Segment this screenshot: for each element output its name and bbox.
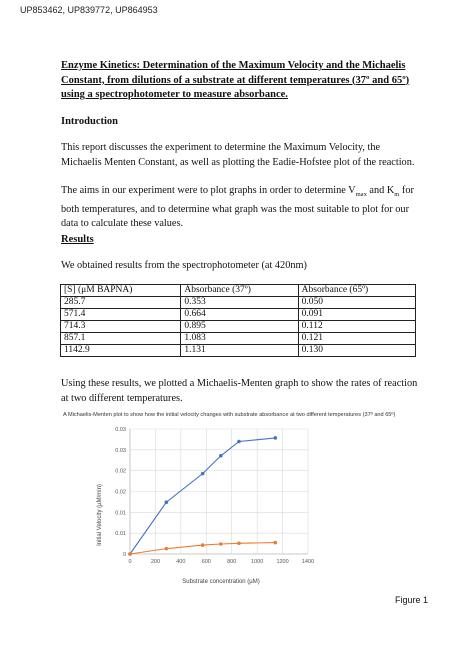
- table-cell: 285.7: [61, 297, 181, 309]
- data-point-1: [201, 543, 205, 547]
- x-tick-label: 600: [201, 559, 211, 565]
- km-subscript: m: [394, 191, 400, 199]
- table-cell: 0.895: [181, 321, 298, 333]
- x-tick-label: 200: [150, 559, 161, 565]
- aims-text-c: for both temperatures, and to determine what graph was the most suitable to plot for our data to calculate these values.: [61, 185, 414, 230]
- table-cell: 571.4: [61, 309, 181, 321]
- y-tick-label: 0.03: [115, 447, 126, 454]
- table-header-abs65: Absorbance (65º): [298, 285, 415, 297]
- y-tick-label: 0.01: [115, 510, 126, 517]
- chart-x-axis-label: Substrate concentration (µM): [182, 579, 260, 585]
- table-row: [61, 333, 416, 345]
- table-cell: 0.130: [298, 345, 415, 357]
- table-header-row: [61, 285, 416, 297]
- table-cell: 1142.9: [61, 345, 181, 357]
- x-tick-label: 1200: [276, 559, 289, 565]
- data-point-0: [274, 436, 278, 440]
- x-tick-label: 800: [227, 559, 237, 565]
- data-point-0: [237, 440, 241, 444]
- data-point-1: [165, 547, 169, 551]
- data-point-0: [219, 454, 223, 458]
- table-cell: 0.121: [298, 333, 415, 345]
- results-table: [60, 284, 416, 357]
- y-tick-label: 0.02: [115, 489, 126, 496]
- x-tick-label: 1000: [251, 559, 264, 565]
- table-cell: 857.1: [61, 333, 181, 345]
- data-point-1: [128, 552, 132, 556]
- figure-label: Figure 1: [394, 595, 428, 605]
- introduction-paragraph-1: This report discusses the experiment to determine the Maximum Velocity, the Michaelis Menten Constant, as well as plotting the Eadie-Hofstee plot of the reaction.: [61, 142, 415, 168]
- y-tick-label: 0: [122, 552, 126, 558]
- chart-background: [61, 405, 401, 595]
- chart-title: A Michaelis-Menten plot to show how the initial velocity changes with substrate absorbance at two different temperatures (37º and 65º): [63, 412, 396, 418]
- y-tick-label: 0.02: [115, 468, 126, 475]
- x-tick-label: 1400: [301, 559, 315, 565]
- table-cell: 1.083: [181, 333, 298, 345]
- data-point-1: [237, 541, 241, 545]
- table-cell: 0.091: [298, 309, 415, 321]
- table-row: [61, 309, 416, 321]
- report-title: Enzyme Kinetics: Determination of the Maximum Velocity and the Michaelis Constant, from dilutions of a substrate at different temperatures (37º and 65º) using a spectrophotometer to measure absorbance.: [61, 60, 410, 100]
- data-point-1: [274, 541, 278, 545]
- table-row: [61, 345, 416, 357]
- michaelis-menten-chart: [61, 405, 401, 595]
- table-cell: 0.353: [181, 297, 298, 309]
- table-cell: 0.050: [298, 297, 415, 309]
- table-cell: 1.131: [181, 345, 298, 357]
- x-tick-label: 0: [128, 559, 132, 565]
- data-point-0: [165, 500, 169, 504]
- data-point-1: [219, 542, 223, 546]
- page-header-ids: UP853462, UP839772, UP864953: [20, 5, 158, 15]
- x-tick-label: 400: [176, 559, 186, 565]
- y-tick-label: 0.01: [115, 531, 126, 538]
- results-intro: We obtained results from the spectrophotometer (at 420nm): [61, 260, 307, 271]
- table-cell: 714.3: [61, 321, 181, 333]
- aims-text-a: The aims in our experiment were to plot graphs in order to determine V: [61, 185, 356, 196]
- table-cell: 0.112: [298, 321, 415, 333]
- chart-y-axis-label: Initial Velocity (µM/min): [97, 484, 103, 546]
- results-after-table: Using these results, we plotted a Michaelis-Menten graph to show the rates of reaction at two different temperatures.: [61, 378, 418, 404]
- table-header-abs37: Absorbance (37º): [181, 285, 298, 297]
- data-point-0: [201, 472, 205, 476]
- y-tick-label: 0.03: [115, 427, 126, 433]
- vmax-subscript: max: [355, 191, 367, 199]
- aims-text-b: and K: [366, 185, 395, 196]
- introduction-heading: Introduction: [61, 116, 118, 127]
- table-cell: 0.664: [181, 309, 298, 321]
- table-row: [61, 321, 416, 333]
- results-heading: Results: [61, 234, 94, 245]
- introduction-paragraph-2: [61, 184, 421, 232]
- table-row: [61, 297, 416, 309]
- table-header-substrate: [S] (μM BAPNA): [61, 285, 181, 297]
